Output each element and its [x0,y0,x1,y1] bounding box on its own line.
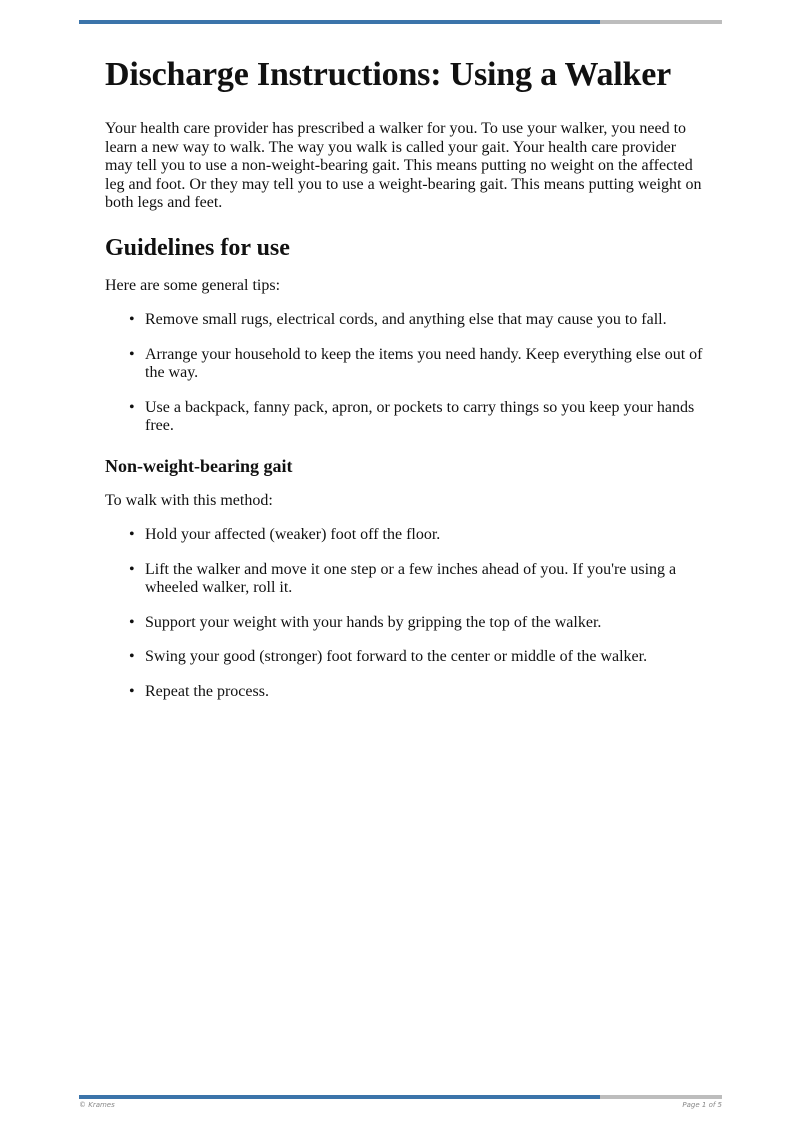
bullet-icon: • [129,613,135,631]
section-lead-non-weight-bearing: To walk with this method: [105,491,273,509]
list-item: • Arrange your household to keep the items you need handy. Keep everything else out of the way. [129,345,703,381]
list-item: • Remove small rugs, electrical cords, and anything else that may cause you to fall. [129,311,667,328]
bullet-icon: • [129,560,135,578]
footer-progress-bar [79,1095,722,1099]
list-item: • Swing your good (stronger) foot forward to the center or middle of the walker. [129,648,648,665]
bullet-icon: • [129,311,135,328]
bullet-icon: • [129,648,135,665]
progress-fill [79,1095,600,1099]
list-item: • Hold your affected (weaker) foot off the floor. [129,526,441,543]
section-lead-guidelines: Here are some general tips: [105,276,281,294]
page-number: Page 1 of 5 [682,1101,722,1109]
section-heading-guidelines: Guidelines for use [105,234,290,261]
bullet-icon: • [129,682,135,700]
bullet-icon: • [129,345,135,363]
guidelines-list [105,311,705,436]
page-title: Discharge Instructions: Using a Walker [105,56,672,93]
progress-fill [79,20,600,24]
bullet-icon: • [129,398,135,416]
list-item: • Use a backpack, fanny pack, apron, or pockets to carry things so you keep your hands free. [129,398,695,434]
intro-paragraph: Your health care provider has prescribed a walker for you. To use your walker, you need to learn a new way to walk. The way you walk is called your gait. Your health care provider may tell you to use a non-weight-bearing gait. This means putting no weight on the affected leg and foot. Or they may tell you to use a weight-bearing gait. This means putting weight on both legs and feet. [105,120,702,211]
progress-track [600,1095,722,1099]
header-progress-bar [79,20,722,24]
list-item: • Lift the walker and move it one step or a few inches ahead of you. If you're using a wheeled walker, roll it. [129,560,677,596]
bullet-icon: • [129,526,135,543]
list-item: • Repeat the process. [129,682,269,700]
non-weight-bearing-list [105,526,705,701]
document-body [105,52,705,719]
section-heading-non-weight-bearing: Non-weight-bearing gait [105,455,293,476]
list-item: • Support your weight with your hands by gripping the top of the walker. [129,613,602,631]
progress-track [600,20,722,24]
copyright-text: © Krames [79,1101,115,1109]
